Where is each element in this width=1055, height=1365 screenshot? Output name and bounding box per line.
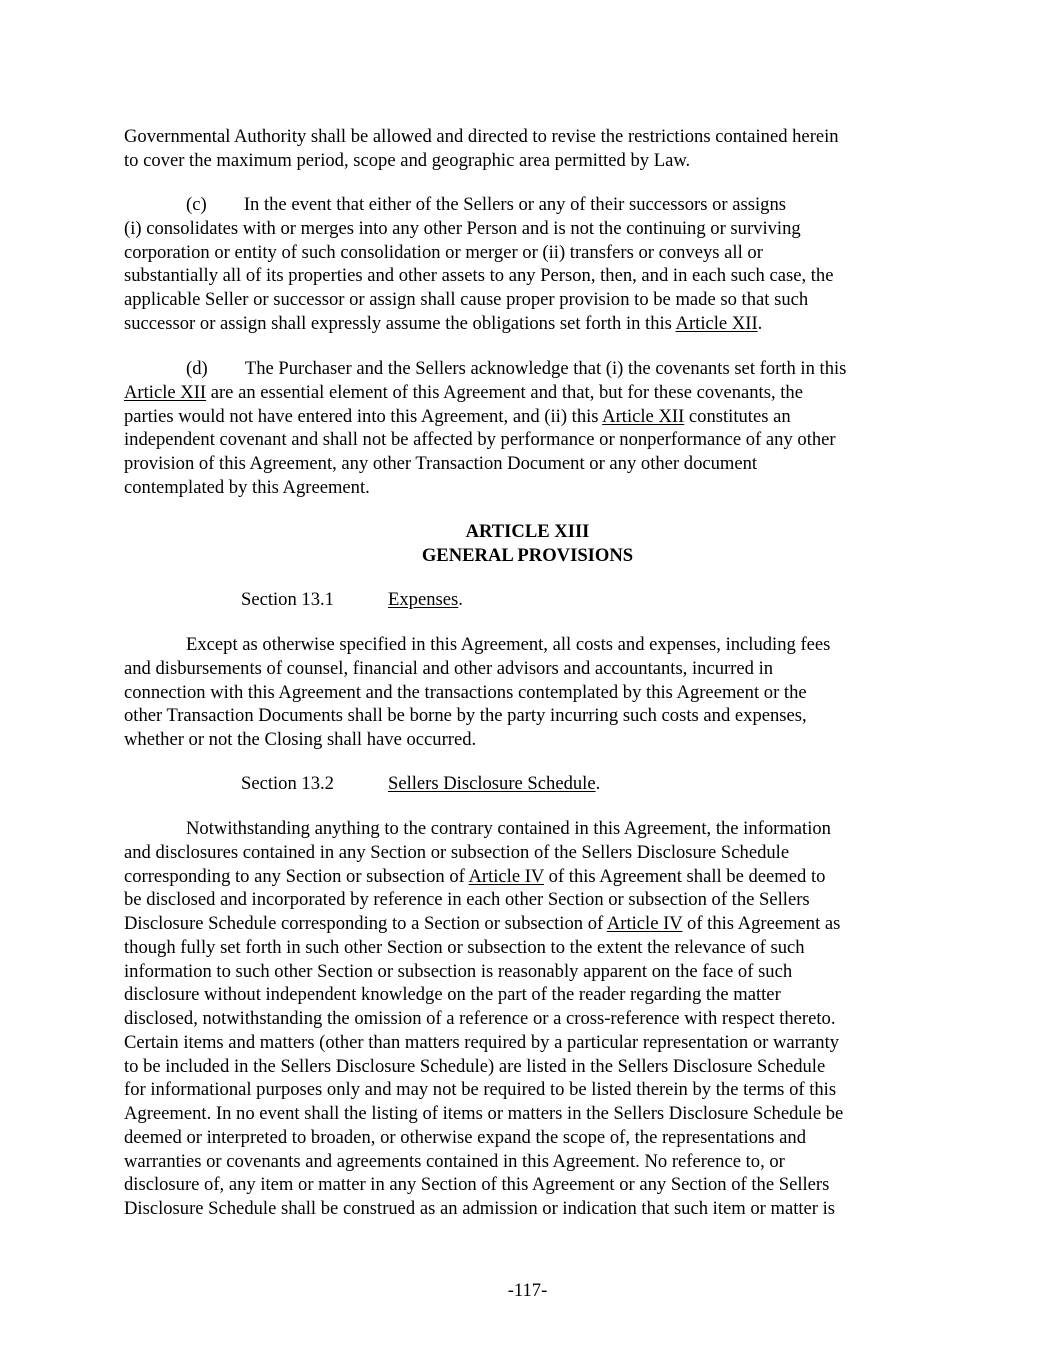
- cross-reference: Article IV: [468, 865, 545, 887]
- text-line: [124, 633, 830, 657]
- text-line: [124, 865, 843, 889]
- text: (i) consolidates with or merges into any other Person and is not the continuing or surviving: [124, 217, 801, 239]
- text-line: [124, 217, 833, 241]
- text: Except as otherwise specified in this Agreement, all costs and expenses, including fees: [186, 634, 831, 655]
- paragraph-disclosure-schedule: [124, 817, 843, 1221]
- section-13-1-heading: [241, 588, 463, 612]
- text: other Transaction Documents shall be borne by the party incurring such costs and expenses,: [124, 705, 807, 727]
- text: corporation or entity of such consolidation or merger or (ii) transfers or conveys all or: [124, 241, 763, 263]
- text: applicable Seller or successor or assign shall cause proper provision to be made so that such: [124, 289, 809, 310]
- text: contemplated by this Agreement.: [124, 476, 370, 498]
- text-line: [124, 912, 843, 936]
- text-line: [124, 125, 839, 149]
- text-line: [124, 149, 839, 173]
- text-line: [124, 681, 830, 705]
- text-line: [124, 936, 843, 960]
- text: successor or assign shall expressly assume the obligations set forth in this: [124, 312, 676, 334]
- text-line: [124, 264, 833, 288]
- text: deemed or interpreted to broaden, or otherwise expand the scope of, the representations and: [124, 1126, 807, 1148]
- cross-reference: Article IV: [606, 913, 683, 934]
- text-line: [124, 312, 833, 336]
- text: warranties or covenants and agreements contained in this Agreement. No reference to, or: [124, 1150, 785, 1172]
- text: disclosed, notwithstanding the omission of a reference or a cross-reference with respect thereto.: [124, 1008, 836, 1029]
- paragraph-expenses: [124, 633, 830, 752]
- section-13-2-heading: [241, 772, 600, 796]
- text-line: [124, 841, 843, 865]
- text-line: [124, 1126, 843, 1150]
- text: Disclosure Schedule shall be construed as an admission or indication that such item or matter is: [124, 1198, 836, 1219]
- article-number: ARTICLE XIII: [465, 521, 590, 542]
- text: independent covenant and shall not be affected by performance or nonperformance of any other: [124, 429, 836, 451]
- text-line: [124, 817, 843, 841]
- text: of this Agreement as: [682, 913, 841, 934]
- text-line: [124, 1173, 843, 1197]
- paragraph-intro: [124, 125, 839, 173]
- text-line: [124, 1197, 843, 1221]
- paragraph-c: [124, 193, 833, 336]
- period: .: [458, 589, 463, 610]
- text: Disclosure Schedule corresponding to a Section or subsection of: [124, 913, 607, 934]
- text: to cover the maximum period, scope and geographic area permitted by Law.: [124, 149, 691, 171]
- text-line: [124, 983, 843, 1007]
- text: and disbursements of counsel, financial and other advisors and accountants, incurred in: [124, 657, 774, 679]
- text: .: [757, 312, 763, 334]
- text: be disclosed and incorporated by reference in each other Section or subsection of the Sellers: [124, 889, 810, 911]
- text-line: [124, 405, 846, 429]
- cross-reference: Article XII: [675, 312, 758, 334]
- text-line: [124, 1150, 843, 1174]
- text: disclosure without independent knowledge on the part of the reader regarding the matter: [124, 984, 781, 1006]
- text-line: [124, 476, 846, 500]
- text-line: [124, 381, 846, 405]
- text-line: [124, 1007, 843, 1031]
- text: disclosure of, any item or matter in any Section of this Agreement or any Section of the Sellers: [124, 1174, 830, 1196]
- text-line: [124, 428, 846, 452]
- text-line: [124, 1031, 843, 1055]
- text: corresponding to any Section or subsection of: [124, 865, 469, 887]
- text-line: [124, 288, 833, 312]
- text: constitutes an: [684, 405, 791, 427]
- text: provision of this Agreement, any other Transaction Document or any other document: [124, 453, 758, 474]
- text: (c) In the event that either of the Sellers or any of their successors or assigns: [186, 194, 786, 215]
- text: to be included in the Sellers Disclosure Schedule) are listed in the Sellers Disclosure Schedule: [124, 1055, 826, 1077]
- text-line: [124, 452, 846, 476]
- text: parties would not have entered into this Agreement, and (ii) this: [124, 405, 603, 427]
- text: connection with this Agreement and the transactions contemplated by this Agreement or the: [124, 681, 807, 703]
- text: Certain items and matters (other than matters required by a particular representation or warranty: [124, 1031, 840, 1053]
- text: and disclosures contained in any Section or subsection of the Sellers Disclosure Schedule: [124, 841, 790, 863]
- section-title: Expenses: [388, 589, 459, 610]
- text: substantially all of its properties and other assets to any Person, then, and in each such case, the: [124, 265, 834, 287]
- paragraph-d: [124, 357, 846, 500]
- cross-reference: Article XII: [602, 405, 685, 427]
- text: Governmental Authority shall be allowed and directed to revise the restrictions contained herein: [124, 126, 839, 147]
- text-line: [124, 960, 843, 984]
- text-line: [124, 193, 833, 217]
- article-title: GENERAL PROVISIONS: [421, 544, 634, 566]
- text-line: [124, 728, 830, 752]
- text: whether or not the Closing shall have occurred.: [124, 729, 477, 750]
- text: information to such other Section or subsection is reasonably apparent on the face of such: [124, 960, 793, 982]
- section-number: Section 13.1: [241, 589, 334, 610]
- text-line: [124, 657, 830, 681]
- text-line: [124, 1055, 843, 1079]
- cross-reference: Article XII: [124, 381, 207, 403]
- text-line: [124, 888, 843, 912]
- text: of this Agreement shall be deemed to: [544, 865, 826, 887]
- text-line: [124, 357, 846, 381]
- section-number: Section 13.2: [241, 773, 334, 794]
- text: though fully set forth in such other Section or subsection to the extent the relevance of such: [124, 936, 805, 958]
- text: are an essential element of this Agreement and that, but for these covenants, the: [206, 381, 803, 403]
- period: .: [595, 773, 601, 794]
- text-line: [124, 704, 830, 728]
- article-heading: [0, 520, 1055, 568]
- text-line: [124, 1102, 843, 1126]
- text: (d) The Purchaser and the Sellers acknowledge that (i) the covenants set forth in this: [186, 358, 847, 379]
- section-title: Sellers Disclosure Schedule: [388, 773, 596, 794]
- text: Agreement. In no event shall the listing of items or matters in the Sellers Disclosure Schedule be: [124, 1103, 844, 1124]
- text: Notwithstanding anything to the contrary contained in this Agreement, the information: [186, 818, 831, 839]
- text: for informational purposes only and may not be required to be listed therein by the terms of this: [124, 1079, 837, 1101]
- text-line: [124, 1078, 843, 1102]
- page-number: -117-: [507, 1280, 548, 1301]
- text-line: [124, 241, 833, 265]
